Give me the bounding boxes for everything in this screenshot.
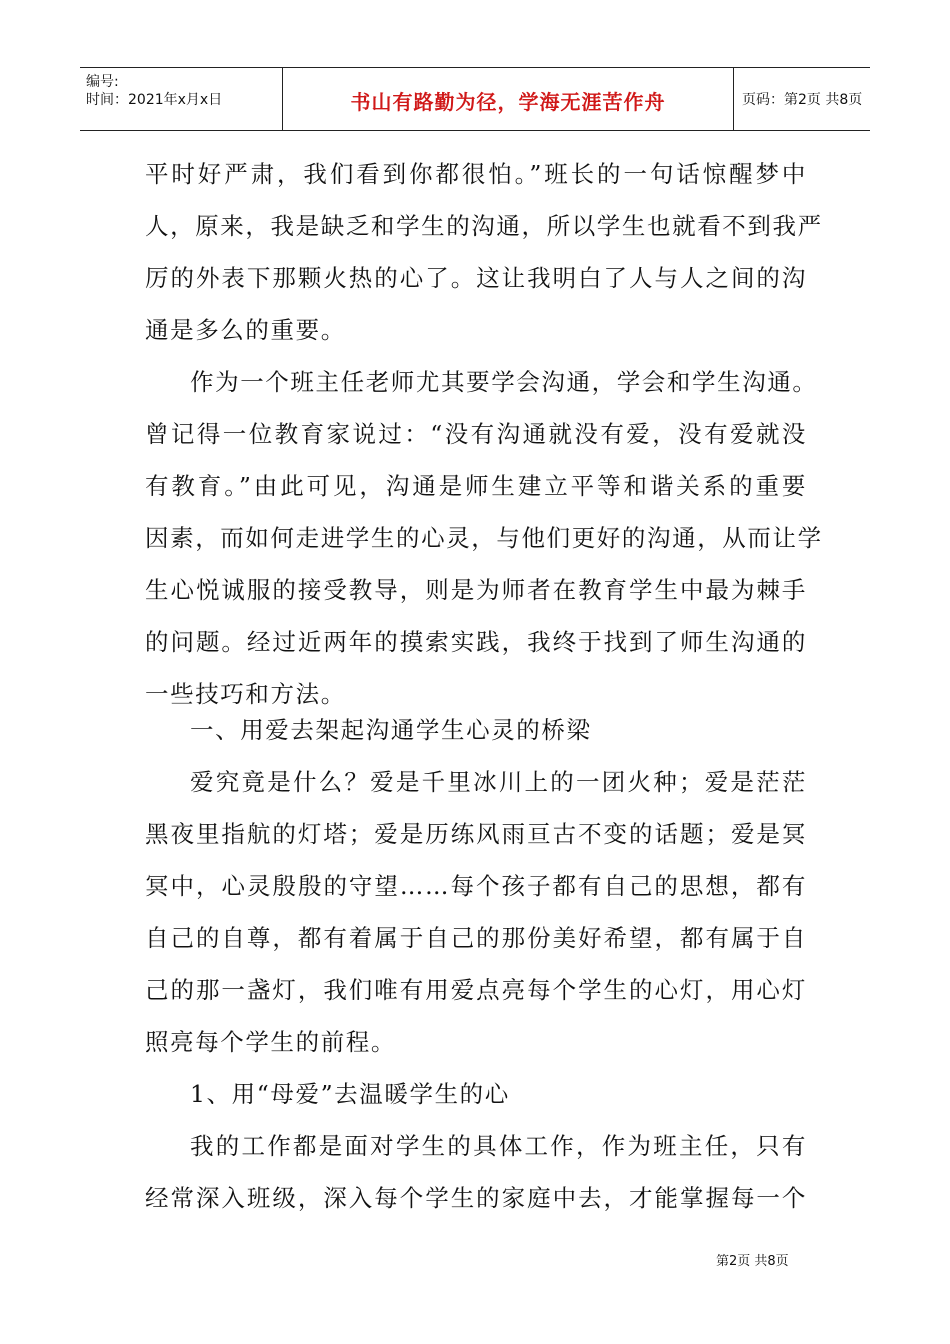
text-line: 一些技巧和方法。 xyxy=(145,680,346,708)
text-line: 我的工作都是面对学生的具体工作，作为班主任，只有 xyxy=(190,1132,807,1160)
document-number-label: 编号: xyxy=(86,74,119,90)
text-line: 经常深入班级，深入每个学生的家庭中去，才能掌握每一个 xyxy=(145,1184,807,1212)
text-line: 有教育。”由此可见，沟通是师生建立平等和谐关系的重要 xyxy=(145,472,807,500)
page-header xyxy=(80,67,870,131)
text-line: 自己的自尊，都有着属于自己的那份美好希望，都有属于自 xyxy=(145,924,807,952)
text-line: 的问题。经过近两年的摸索实践，我终于找到了师生沟通的 xyxy=(145,628,807,656)
page-footer: 第2页 共8页 xyxy=(716,1254,789,1269)
header-motto-cell xyxy=(282,68,734,130)
header-motto: 书山有路勤为径，学海无涯苦作舟 xyxy=(350,90,666,114)
text-line: 照亮每个学生的前程。 xyxy=(145,1028,396,1056)
text-line: 黑夜里指航的灯塔；爱是历练风雨亘古不变的话题；爱是冥 xyxy=(145,820,807,848)
text-line: 因素，而如何走进学生的心灵，与他们更好的沟通，从而让学 xyxy=(145,524,823,552)
text-line: 曾记得一位教育家说过：“没有沟通就没有爱，没有爱就没 xyxy=(145,420,807,448)
header-page-code: 页码：第2页 共8页 xyxy=(742,92,863,108)
text-line: 人，原来，我是缺乏和学生的沟通，所以学生也就看不到我严 xyxy=(145,212,823,240)
text-line: 己的那一盏灯，我们唯有用爱点亮每个学生的心灯，用心灯 xyxy=(145,976,807,1004)
header-right-cell xyxy=(734,68,870,130)
text-line: 爱究竟是什么？爱是千里冰川上的一团火种；爱是茫茫 xyxy=(190,768,807,796)
document-time-label: 时间：2021年x月x日 xyxy=(86,92,223,108)
text-line: 平时好严肃，我们看到你都很怕。”班长的一句话惊醒梦中 xyxy=(145,160,807,188)
header-left-cell xyxy=(80,68,282,130)
text-line: 生心悦诚服的接受教导，则是为师者在教育学生中最为棘手 xyxy=(145,576,807,604)
text-line: 作为一个班主任老师尤其要学会沟通，学会和学生沟通。 xyxy=(190,368,818,396)
text-line: 厉的外表下那颗火热的心了。这让我明白了人与人之间的沟 xyxy=(145,264,807,292)
text-line: 冥中，心灵殷殷的守望……每个孩子都有自己的思想，都有 xyxy=(145,872,807,900)
subsection-heading: 1、用“母爱”去温暖学生的心 xyxy=(190,1080,510,1108)
text-line: 通是多么的重要。 xyxy=(145,316,346,344)
section-heading: 一、用爱去架起沟通学生心灵的桥梁 xyxy=(190,716,592,744)
